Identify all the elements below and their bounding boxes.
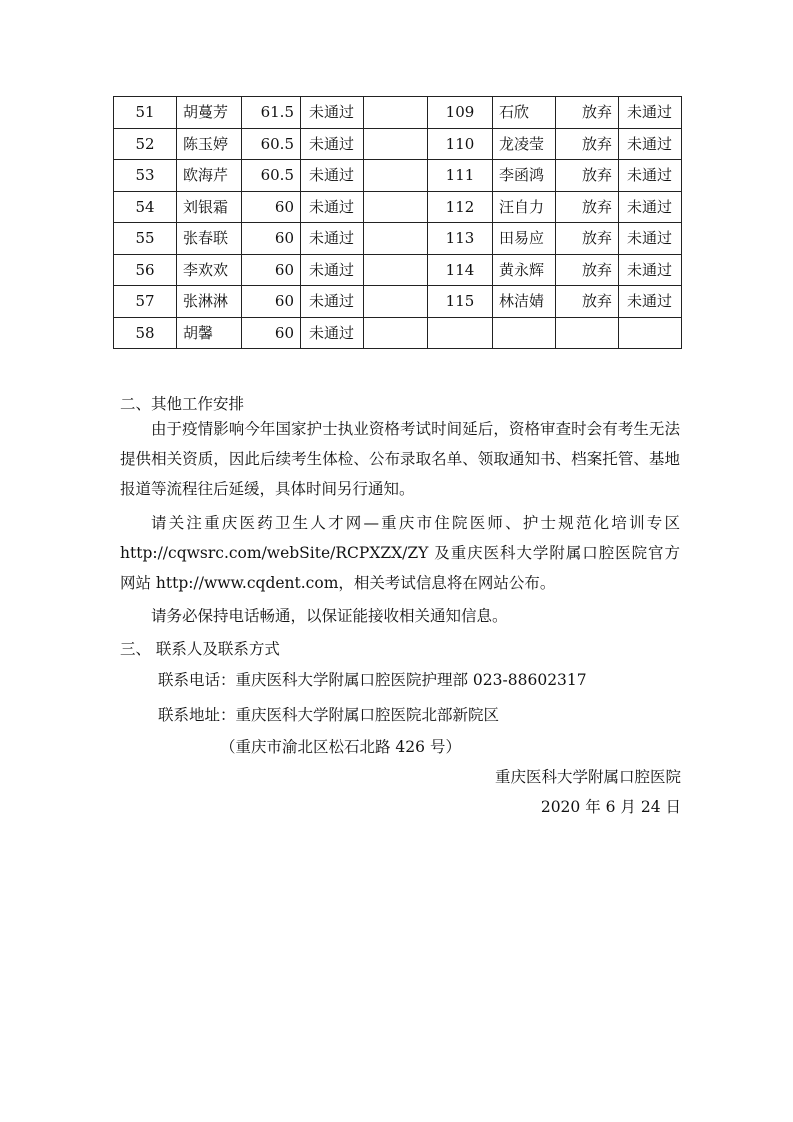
right-score-cell: 放弃 bbox=[556, 191, 619, 223]
right-number-cell: 114 bbox=[428, 254, 493, 286]
left-name-cell: 胡蔓芳 bbox=[177, 97, 242, 129]
left-extra-cell bbox=[364, 160, 428, 192]
table-row bbox=[114, 286, 682, 318]
left-number-cell: 57 bbox=[114, 286, 177, 318]
contact-address: 联系地址：重庆医科大学附属口腔医院北部新院区 bbox=[158, 706, 500, 724]
left-number-cell: 51 bbox=[114, 97, 177, 129]
right-name-cell bbox=[493, 317, 556, 349]
right-status-cell: 未通过 bbox=[619, 97, 682, 129]
left-score-cell: 60 bbox=[242, 191, 301, 223]
results-table bbox=[113, 96, 682, 349]
signature-date: 2020 年 6 月 24 日 bbox=[540, 798, 681, 816]
right-number-cell: 115 bbox=[428, 286, 493, 318]
left-name-cell: 刘银霜 bbox=[177, 191, 242, 223]
left-score-cell: 60.5 bbox=[242, 128, 301, 160]
left-name-cell: 欧海芹 bbox=[177, 160, 242, 192]
right-number-cell: 110 bbox=[428, 128, 493, 160]
right-number-cell: 112 bbox=[428, 191, 493, 223]
right-name-cell: 龙凌莹 bbox=[493, 128, 556, 160]
left-status-cell: 未通过 bbox=[301, 128, 364, 160]
left-extra-cell bbox=[364, 317, 428, 349]
table-row bbox=[114, 128, 682, 160]
right-score-cell bbox=[556, 317, 619, 349]
section-3-heading: 三、 联系人及联系方式 bbox=[120, 640, 280, 658]
right-name-cell: 石欣 bbox=[493, 97, 556, 129]
right-name-cell: 李函鸿 bbox=[493, 160, 556, 192]
left-name-cell: 胡馨 bbox=[177, 317, 242, 349]
right-number-cell: 111 bbox=[428, 160, 493, 192]
right-name-cell: 田易应 bbox=[493, 223, 556, 255]
left-status-cell: 未通过 bbox=[301, 286, 364, 318]
left-status-cell: 未通过 bbox=[301, 160, 364, 192]
left-extra-cell bbox=[364, 223, 428, 255]
right-score-cell: 放弃 bbox=[556, 160, 619, 192]
right-status-cell bbox=[619, 317, 682, 349]
left-extra-cell bbox=[364, 286, 428, 318]
right-status-cell: 未通过 bbox=[619, 254, 682, 286]
left-number-cell: 52 bbox=[114, 128, 177, 160]
left-score-cell: 60 bbox=[242, 317, 301, 349]
table-row bbox=[114, 97, 682, 129]
left-status-cell: 未通过 bbox=[301, 191, 364, 223]
left-score-cell: 60.5 bbox=[242, 160, 301, 192]
left-number-cell: 56 bbox=[114, 254, 177, 286]
section-2-paragraph-1: 由于疫情影响今年国家护士执业资格考试时间延后，资格审查时会有考生无法提供相关资质，因此后续考生体检、公布录取名单、领取通知书、档案托管、基地报道等流程往后延缓，具体时间另行通知。 bbox=[120, 420, 680, 498]
left-name-cell: 张淋淋 bbox=[177, 286, 242, 318]
right-score-cell: 放弃 bbox=[556, 254, 619, 286]
left-score-cell: 60 bbox=[242, 254, 301, 286]
right-status-cell: 未通过 bbox=[619, 223, 682, 255]
left-number-cell: 53 bbox=[114, 160, 177, 192]
right-score-cell: 放弃 bbox=[556, 223, 619, 255]
section-2-paragraph-2: 请关注重庆医药卫生人才网—重庆市住院医师、护士规范化培训专区 http://cqwsrc.com/webSite/RCPXZX/ZY 及重庆医科大学附属口腔医院官方网站 http://www.cqdent.com，相关考试信息将在网站公布。 bbox=[120, 514, 680, 592]
contact-phone: 联系电话：重庆医科大学附属口腔医院护理部 023-88602317 bbox=[158, 671, 587, 689]
contact-address-detail: （重庆市渝北区松石北路 426 号） bbox=[220, 738, 461, 756]
table-row bbox=[114, 223, 682, 255]
left-score-cell: 61.5 bbox=[242, 97, 301, 129]
section-2-paragraph-3: 请务必保持电话畅通，以保证能接收相关通知信息。 bbox=[151, 607, 508, 625]
section-2-heading: 二、其他工作安排 bbox=[120, 395, 245, 413]
table-body bbox=[114, 97, 682, 349]
left-extra-cell bbox=[364, 128, 428, 160]
left-score-cell: 60 bbox=[242, 286, 301, 318]
right-status-cell: 未通过 bbox=[619, 128, 682, 160]
right-status-cell: 未通过 bbox=[619, 160, 682, 192]
right-name-cell: 黄永辉 bbox=[493, 254, 556, 286]
left-number-cell: 55 bbox=[114, 223, 177, 255]
table-row bbox=[114, 191, 682, 223]
left-number-cell: 58 bbox=[114, 317, 177, 349]
right-name-cell: 汪自力 bbox=[493, 191, 556, 223]
left-name-cell: 陈玉婷 bbox=[177, 128, 242, 160]
right-number-cell bbox=[428, 317, 493, 349]
right-number-cell: 113 bbox=[428, 223, 493, 255]
right-status-cell: 未通过 bbox=[619, 286, 682, 318]
left-extra-cell bbox=[364, 97, 428, 129]
right-number-cell: 109 bbox=[428, 97, 493, 129]
right-score-cell: 放弃 bbox=[556, 286, 619, 318]
left-status-cell: 未通过 bbox=[301, 223, 364, 255]
left-extra-cell bbox=[364, 254, 428, 286]
left-score-cell: 60 bbox=[242, 223, 301, 255]
left-status-cell: 未通过 bbox=[301, 97, 364, 129]
left-number-cell: 54 bbox=[114, 191, 177, 223]
left-extra-cell bbox=[364, 191, 428, 223]
left-status-cell: 未通过 bbox=[301, 254, 364, 286]
left-name-cell: 李欢欢 bbox=[177, 254, 242, 286]
left-name-cell: 张春联 bbox=[177, 223, 242, 255]
table-row bbox=[114, 254, 682, 286]
left-status-cell: 未通过 bbox=[301, 317, 364, 349]
right-name-cell: 林洁婧 bbox=[493, 286, 556, 318]
right-score-cell: 放弃 bbox=[556, 128, 619, 160]
right-status-cell: 未通过 bbox=[619, 191, 682, 223]
right-score-cell: 放弃 bbox=[556, 97, 619, 129]
signature-organization: 重庆医科大学附属口腔医院 bbox=[494, 768, 681, 786]
table-row bbox=[114, 317, 682, 349]
table-row bbox=[114, 160, 682, 192]
